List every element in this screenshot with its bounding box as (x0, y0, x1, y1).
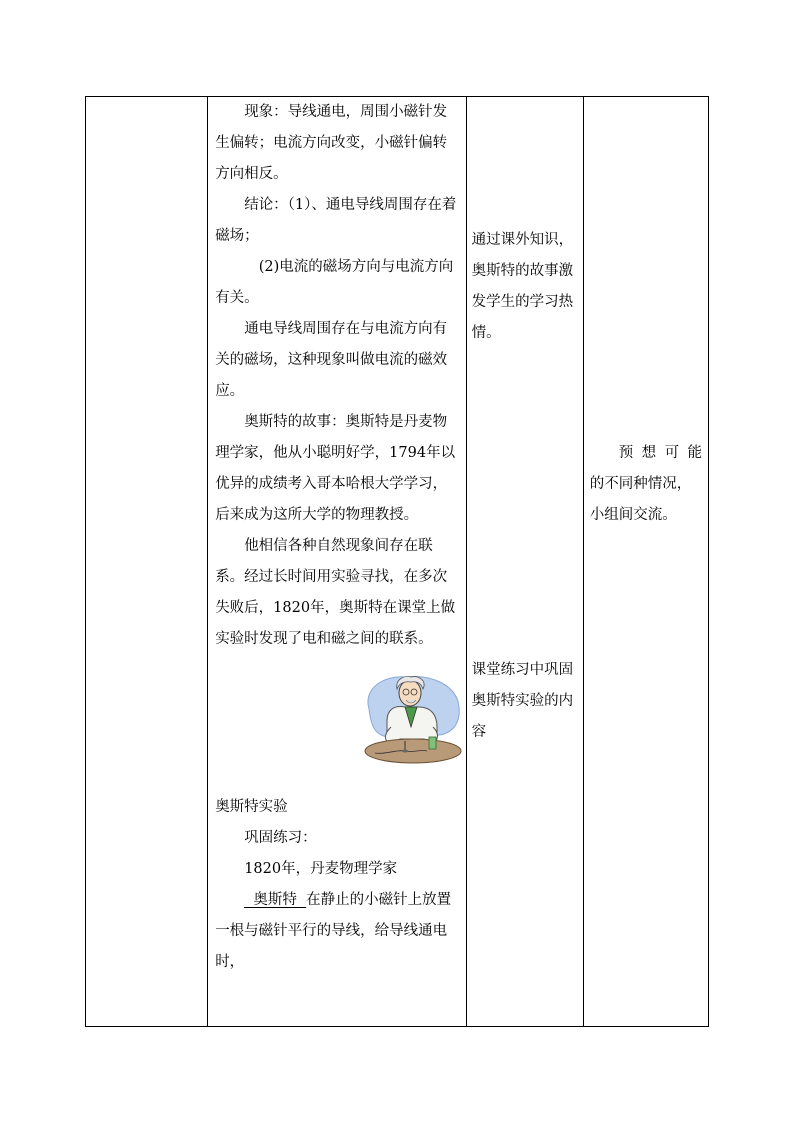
table-row (86, 97, 709, 1027)
teacher-activity-cell (86, 97, 208, 1027)
exercise-title: 巩固练习： (244, 830, 317, 846)
scientist-at-table-illustration (361, 671, 463, 766)
content-cell (208, 97, 466, 1027)
student-note-first-line: 预想可能 (618, 445, 702, 461)
exercise-text-after: 在静止的小磁针上放置一根与磁针平行的导线，给导线通电时， (215, 892, 452, 970)
oersted-discovery-paragraph: 他相信各种自然现象间存在联系。经过长时间用实验寻找，在多次失败后，1820年，奥斯特在课堂上做实验时发现了电和磁之间的联系。 (215, 538, 456, 647)
student-activity-cell (583, 97, 708, 1027)
design-note-1: 通过课外知识，奥斯特的故事激发学生的学习热情。 (471, 232, 574, 341)
design-intent-cell (466, 97, 583, 1027)
conclusion-paragraph: 结论：（1）、通电导线周围存在着磁场； (215, 197, 457, 244)
lesson-table (85, 96, 709, 1027)
oersted-story-paragraph: 奥斯特的故事：奥斯特是丹麦物理学家，他从小聪明好学，1794年以优异的成绩考入哥本哈根大学学习，后来成为这所大学的物理教授。 (215, 414, 456, 523)
design-note-2: 课堂练习中巩固奥斯特实验的内容 (471, 662, 574, 740)
magnetic-effect-paragraph: 通电导线周围存在与电流方向有关的磁场，这种现象叫做电流的磁效应。 (215, 321, 448, 399)
student-note-rest: 的不同种情况，小组间交流。 (589, 476, 692, 523)
oersted-illustration (361, 671, 463, 766)
conclusion-2-paragraph: (2)电流的磁场方向与电流方向有关。 (215, 259, 454, 306)
exercise-question (215, 854, 459, 978)
figure-caption: 奥斯特实验 (215, 799, 288, 815)
student-note (590, 438, 702, 531)
phenomenon-paragraph: 现象：导线通电，周围小磁针发生偏转；电流方向改变，小磁针偏转方向相反。 (215, 104, 448, 182)
exercise-text-before: 1820年，丹麦物理学家 (244, 861, 398, 877)
exercise-answer-blank: 奥斯特 (244, 892, 307, 908)
